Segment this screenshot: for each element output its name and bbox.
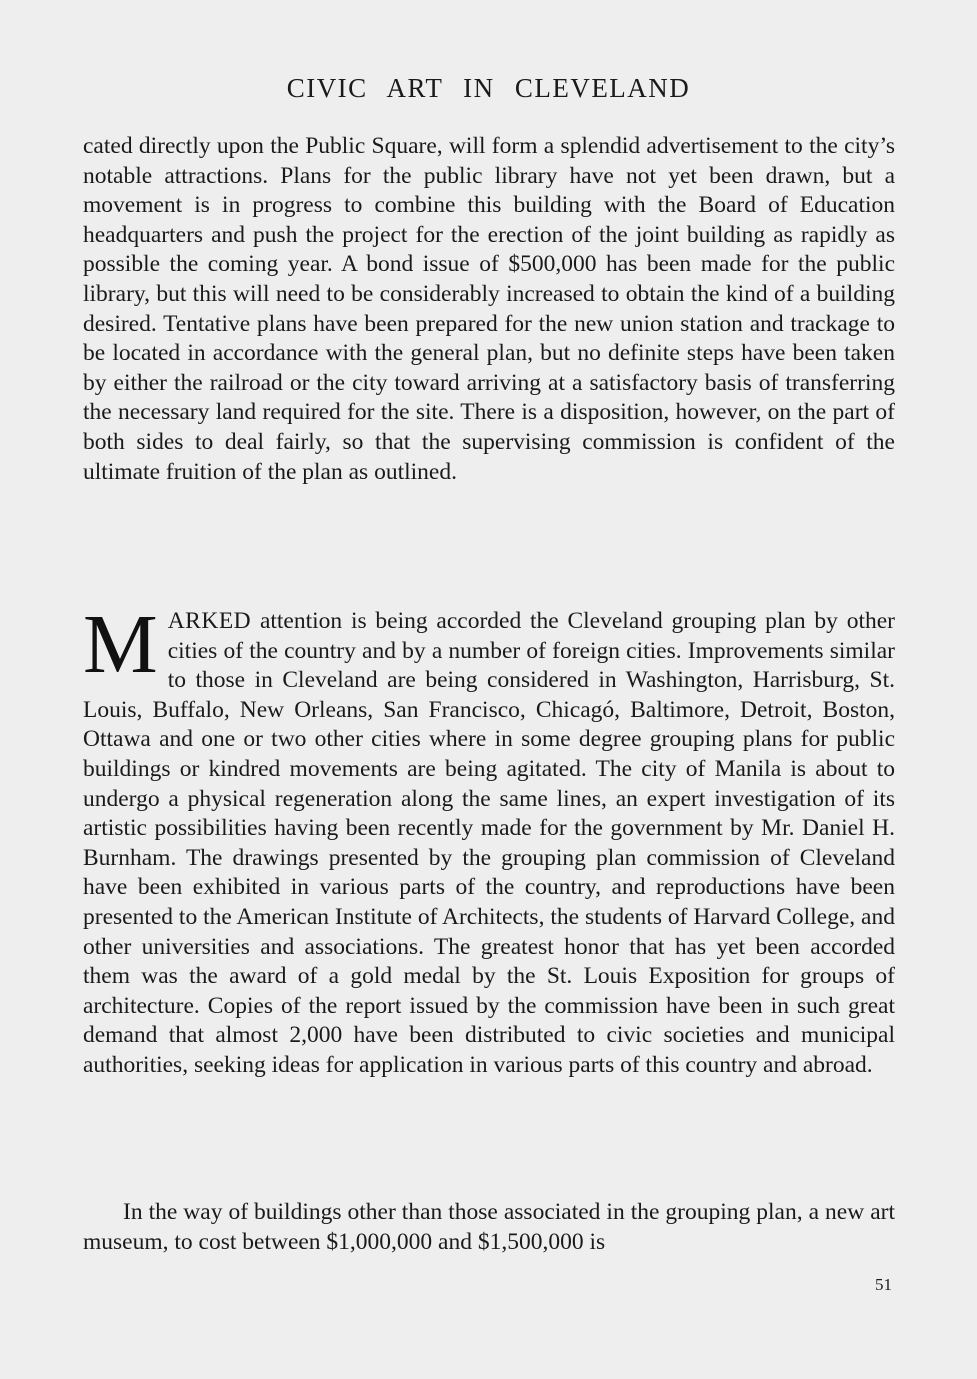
paragraph-2-body: attention is being accorded the Cleveland grouping plan by other cities of the country and by a number of foreign cities. Improvements similar to those in Cleveland are being considered in Washington, Harrisburg, St. Louis, Buffalo, New Orleans, San Francisco, Chicagó, Baltimore, Detroit, Boston, Ottawa and one or two other cities where in some degree grouping plans for public buildings or kindred movements are being agitated. The city of Manila is about to undergo a physical regeneration along the same lines, an expert investigation of its artistic possibilities having been recently made for the government by Mr. Daniel H. Burnham. The drawings presented by the grouping plan commission of Cleveland have been exhibited in various parts of the country, and reproductions have been presented to the American Institute of Architects, the students of Harvard College, and other universities and associations. The greatest honor that has yet been accorded them was the award of a gold medal by the St. Louis Exposition for groups of architecture. Copies of the report issued by the commission have been in such great demand that almost 2,000 have been distributed to civic societies and municipal authorities, seeking ideas for application in various parts of this country and abroad.	[83, 608, 895, 1078]
paragraph-3-text: In the way of buildings other than those associated in the grouping plan, a new art museum, to cost between $1,000,000 and $1,500,000 is	[83, 1199, 895, 1255]
paragraph-2	[83, 598, 895, 1081]
running-head-title: CIVIC ART IN CLEVELAND	[286, 73, 691, 103]
paragraph-1	[83, 132, 895, 487]
paragraph-1-text: cated directly upon the Public Square, will form a splendid advertisement to the city’s notable attractions. Plans for the public library have not yet been drawn, but a movement is in progress to combine this building with the Board of Education headquarters and push the project for the erection of the joint building as rapidly as possible the coming year. A bond issue of $500,000 has been made for the public library, but this will need to be considerably increased to obtain the kind of a building desired. Tentative plans have been prepared for the new union station and trackage to be located in accordance with the general plan, but no definite steps have been taken by either the railroad or the city toward arriving at a satisfactory basis of transferring the necessary land required for the site. There is a disposition, however, on the part of both sides to deal fairly, so that the supervising commission is confident of the ultimate fruition of the plan as outlined.	[83, 133, 895, 485]
page-number: 51	[875, 1275, 892, 1294]
paragraph-3	[83, 1198, 895, 1257]
paragraph-2-text	[83, 598, 895, 1081]
paragraph-2-lead-word: ARKED	[167, 608, 252, 634]
drop-cap-initial: M	[83, 598, 158, 691]
